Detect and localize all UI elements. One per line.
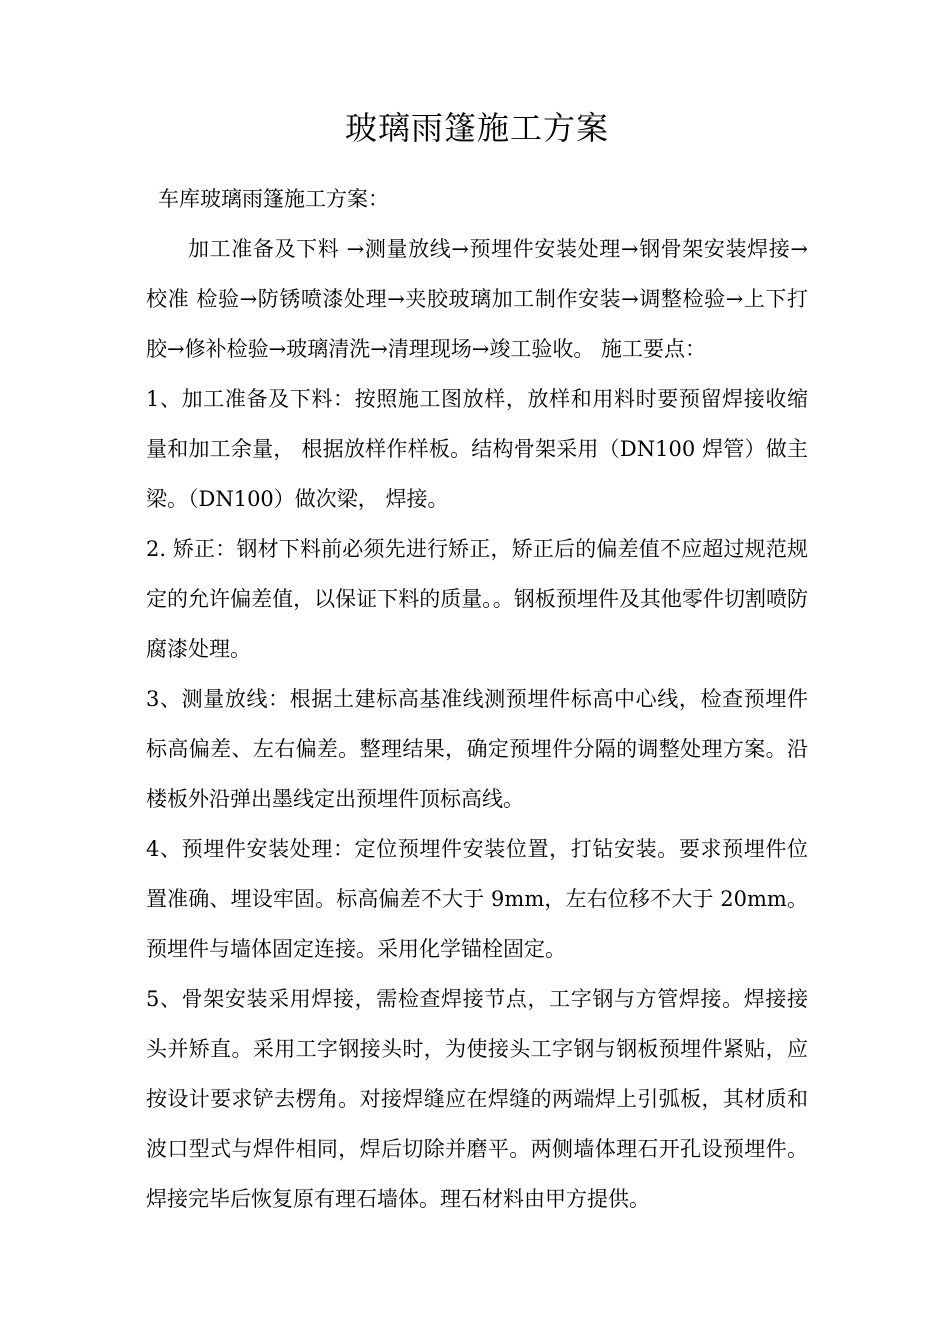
step-4-paragraph: 4、预埋件安装处理：定位预埋件安装位置，打钻安装。要求预埋件位置准确、埋设牢固。标高偏差不大于 9mm，左右位移不大于 20mm。预埋件与墙体固定连接。采用化学锚栓固定。: [146, 837, 808, 961]
step-2-paragraph: 2. 矫正：钢材下料前必须先进行矫正，矫正后的偏差值不应超过规范规定的允许偏差值，以保证下料的质量。。钢板预埋件及其他零件切割喷防腐漆处理。: [146, 537, 808, 661]
step-3-paragraph: 3、测量放线：根据土建标高基准线测预埋件标高中心线，检查预埋件标高偏差、左右偏差。整理结果，确定预埋件分隔的调整处理方案。沿楼板外沿弹出墨线定出预埋件顶标高线。: [146, 687, 808, 811]
intro-line: 车库玻璃雨篷施工方案：: [158, 187, 389, 211]
step-5-paragraph: 5、骨架安装采用焊接，需检查焊接节点，工字钢与方管焊接。焊接接头并矫直。采用工字钢接头时，为使接头工字钢与钢板预埋件紧贴，应按设计要求铲去楞角。对接焊缝应在焊缝的两端焊上引弧板，其材质和波口型式与焊件相同，焊后切除并磨平。两侧墙体理石开孔设预埋件。焊接完毕后恢复原有理石墙体。理石材料由甲方提供。: [146, 987, 808, 1211]
process-flow-paragraph: 加工准备及下料 →测量放线→预埋件安装处理→钢骨架安装焊接→校准 检验→防锈喷漆处理→夹胶玻璃加工制作安装→调整检验→上下打胶→修补检验→玻璃清洗→清理现场→竣工验收。 施工要点：: [146, 237, 808, 361]
step-1-paragraph: 1、加工准备及下料：按照施工图放样，放样和用料时要预留焊接收缩量和加工余量， 根据放样作样板。结构骨架采用（DN100 焊管）做主梁。（DN100）做次梁， 焊接。: [146, 387, 808, 511]
document-page: [146, 100, 808, 1224]
document-title: 玻璃雨篷施工方案: [344, 109, 609, 147]
